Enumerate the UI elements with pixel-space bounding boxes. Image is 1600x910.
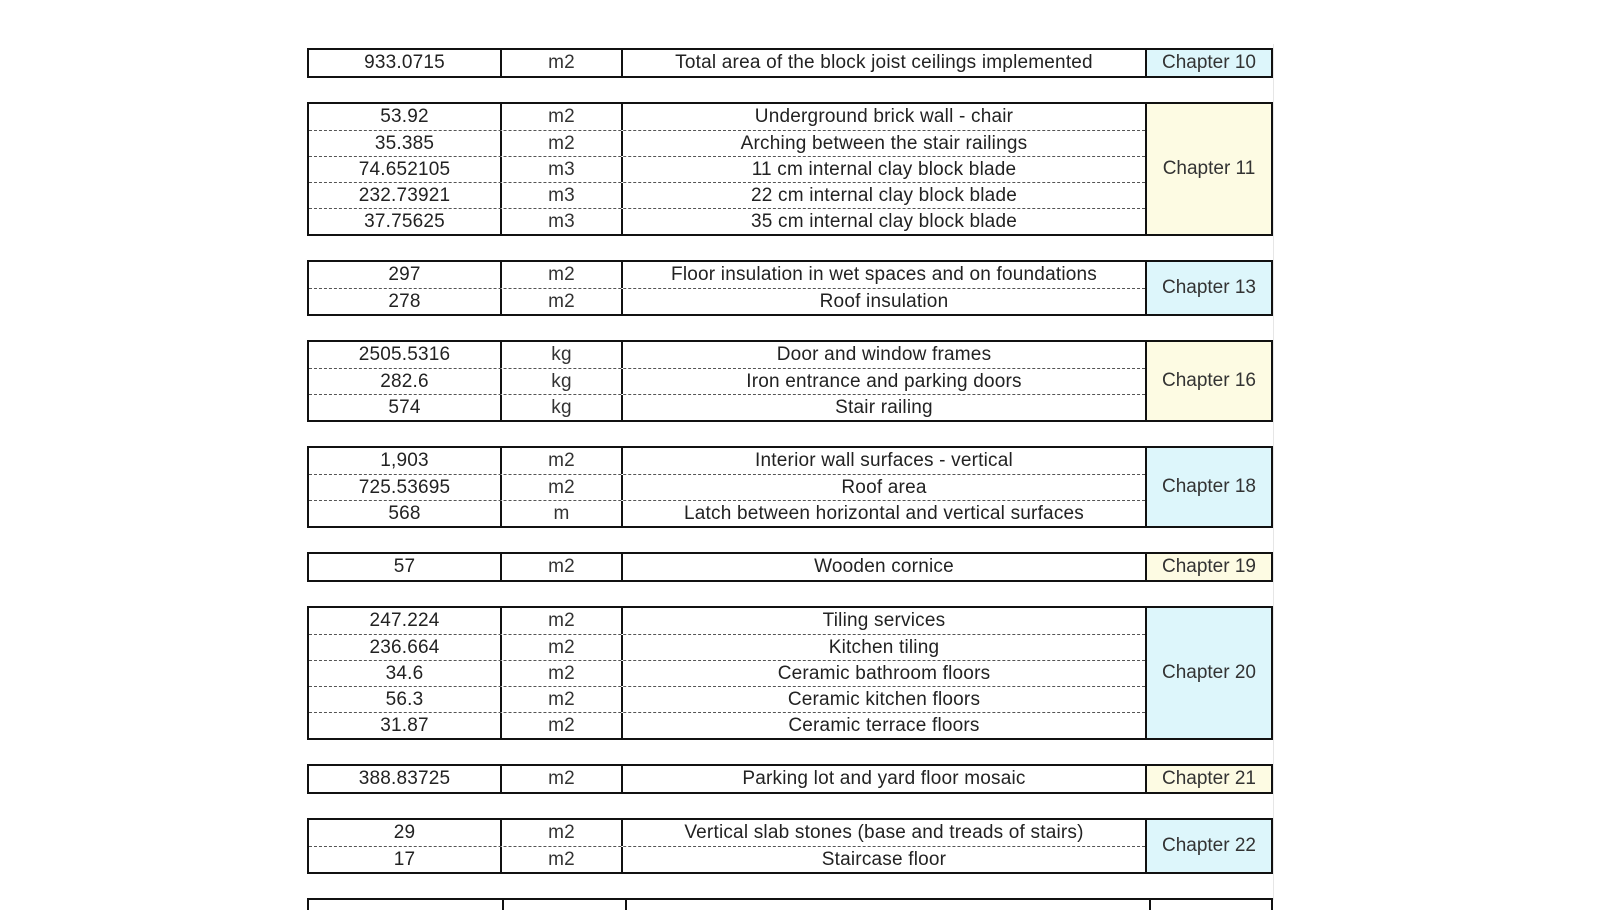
partial-value-cell [309, 900, 504, 910]
table-row [309, 288, 1145, 314]
table-row [309, 342, 1145, 368]
description-cell[interactable]: 35 cm internal clay block blade [750, 210, 1017, 232]
unit-cell[interactable]: m2 [502, 713, 623, 738]
value-cell[interactable]: 57 [309, 554, 502, 580]
chapter-group [307, 48, 1273, 78]
table-row [309, 104, 1145, 130]
description-cell[interactable]: Underground brick wall - chair [754, 106, 1014, 127]
value-cell[interactable]: 247.224 [309, 608, 502, 634]
value-cell[interactable]: 53.92 [309, 104, 502, 130]
table-row [309, 820, 1145, 846]
value-cell[interactable]: 29 [309, 820, 502, 846]
unit-cell[interactable]: m2 [502, 554, 623, 580]
description-cell[interactable]: Ceramic bathroom floors [777, 662, 991, 684]
unit-cell[interactable]: m2 [502, 50, 623, 76]
description-cell[interactable]: Iron entrance and parking doors [746, 370, 1022, 392]
chapter-group [307, 552, 1273, 582]
description-cell[interactable]: Arching between the stair railings [740, 132, 1028, 154]
table-row [309, 208, 1145, 234]
table-row [309, 712, 1145, 738]
table-row [309, 262, 1145, 288]
group-rows [309, 608, 1145, 738]
table-row [309, 608, 1145, 634]
table-row [309, 474, 1145, 500]
table-row [309, 500, 1145, 526]
unit-cell[interactable]: kg [502, 342, 623, 368]
unit-cell[interactable]: m2 [502, 766, 623, 792]
description-cell[interactable]: 22 cm internal clay block blade [750, 184, 1017, 206]
value-cell[interactable]: 725.53695 [309, 475, 502, 500]
description-cell[interactable]: Kitchen tiling [828, 636, 940, 658]
table-row [309, 448, 1145, 474]
description-cell[interactable]: Latch between horizontal and vertical surfaces [684, 502, 1084, 524]
table-row [309, 394, 1145, 420]
chapter-label[interactable]: Chapter 13 [1145, 262, 1271, 314]
unit-cell[interactable]: m2 [502, 104, 623, 130]
group-rows [309, 766, 1145, 792]
description-cell[interactable]: 11 cm internal clay block blade [751, 158, 1017, 180]
chapter-label[interactable]: Chapter 10 [1145, 50, 1271, 76]
description-cell[interactable]: Ceramic kitchen floors [787, 688, 981, 710]
table-row [309, 130, 1145, 156]
value-cell[interactable]: 31.87 [309, 713, 502, 738]
table-row [309, 660, 1145, 686]
group-rows [309, 554, 1145, 580]
unit-cell[interactable]: kg [502, 369, 623, 394]
table-row [309, 634, 1145, 660]
chapter-label[interactable]: Chapter 19 [1145, 554, 1271, 580]
chapter-label[interactable]: Chapter 18 [1145, 448, 1271, 526]
table-row [309, 156, 1145, 182]
unit-cell[interactable]: m2 [502, 635, 623, 660]
chapter-label[interactable]: Chapter 16 [1145, 342, 1271, 420]
unit-cell[interactable]: m2 [502, 475, 623, 500]
value-cell[interactable]: 282.6 [309, 369, 502, 394]
group-rows [309, 342, 1145, 420]
value-cell[interactable]: 278 [309, 289, 502, 314]
value-cell[interactable]: 568 [309, 501, 502, 526]
value-cell[interactable]: 933.0715 [309, 50, 502, 76]
unit-cell[interactable]: m2 [502, 847, 623, 872]
unit-cell[interactable]: m3 [502, 157, 623, 182]
group-rows [309, 50, 1145, 76]
group-rows [309, 820, 1145, 872]
quantities-table [307, 48, 1273, 910]
unit-cell[interactable]: m3 [502, 183, 623, 208]
unit-cell[interactable]: m2 [502, 448, 623, 474]
table-row [309, 846, 1145, 872]
table-row [309, 50, 1145, 76]
sheet-edge-line [1273, 44, 1274, 900]
chapter-group [307, 102, 1273, 236]
table-row [309, 686, 1145, 712]
value-cell[interactable]: 56.3 [309, 687, 502, 712]
unit-cell[interactable]: m2 [502, 820, 623, 846]
table-row [309, 182, 1145, 208]
unit-cell[interactable]: kg [502, 395, 623, 420]
table-row [309, 554, 1145, 580]
value-cell[interactable]: 297 [309, 262, 502, 288]
description-cell[interactable]: Ceramic terrace floors [788, 714, 980, 736]
chapter-group [307, 606, 1273, 740]
value-cell[interactable]: 1,903 [309, 448, 502, 474]
description-cell[interactable]: Parking lot and yard floor mosaic [742, 768, 1026, 789]
unit-cell[interactable]: m2 [502, 687, 623, 712]
table-row [309, 766, 1145, 792]
value-cell[interactable]: 37.75625 [309, 209, 502, 234]
chapter-group [307, 340, 1273, 422]
description-cell[interactable]: Interior wall surfaces - vertical [755, 450, 1013, 471]
value-cell[interactable]: 74.652105 [309, 157, 502, 182]
chapter-label[interactable]: Chapter 22 [1145, 820, 1271, 872]
description-cell[interactable]: Roof area [841, 476, 927, 498]
chapter-label[interactable]: Chapter 20 [1145, 608, 1271, 738]
description-cell[interactable]: Vertical slab stones (base and treads of stairs) [684, 822, 1084, 843]
unit-cell[interactable]: m3 [502, 209, 623, 234]
chapter-label[interactable]: Chapter 11 [1145, 104, 1271, 234]
unit-cell[interactable]: m2 [502, 262, 623, 288]
group-rows [309, 448, 1145, 526]
chapter-group [307, 764, 1273, 794]
table-row [309, 368, 1145, 394]
value-cell[interactable]: 236.664 [309, 635, 502, 660]
description-cell[interactable]: Stair railing [835, 396, 933, 418]
chapter-group [307, 446, 1273, 528]
unit-cell[interactable]: m2 [502, 661, 623, 686]
partial-desc-cell [627, 900, 1151, 910]
description-cell[interactable]: Total area of the block joist ceilings implemented [675, 52, 1093, 73]
unit-cell[interactable]: m2 [502, 131, 623, 156]
description-cell[interactable]: Wooden cornice [814, 556, 954, 577]
description-cell[interactable]: Door and window frames [776, 344, 992, 365]
description-cell[interactable]: Floor insulation in wet spaces and on foundations [671, 264, 1097, 285]
group-rows [309, 104, 1145, 234]
value-cell[interactable]: 388.83725 [309, 766, 502, 792]
unit-cell[interactable]: m2 [502, 289, 623, 314]
chapter-label[interactable]: Chapter 21 [1145, 766, 1271, 792]
description-cell[interactable]: Roof insulation [819, 290, 949, 312]
value-cell[interactable]: 34.6 [309, 661, 502, 686]
unit-cell[interactable]: m2 [502, 608, 623, 634]
description-cell[interactable]: Tiling services [822, 610, 946, 631]
value-cell[interactable]: 17 [309, 847, 502, 872]
value-cell[interactable]: 574 [309, 395, 502, 420]
chapter-group [307, 260, 1273, 316]
value-cell[interactable]: 232.73921 [309, 183, 502, 208]
value-cell[interactable]: 2505.5316 [309, 342, 502, 368]
chapter-group [307, 818, 1273, 874]
value-cell[interactable]: 35.385 [309, 131, 502, 156]
chapter-groups [307, 48, 1273, 874]
group-rows [309, 262, 1145, 314]
partial-unit-cell [504, 900, 627, 910]
unit-cell[interactable]: m [502, 501, 623, 526]
description-cell[interactable]: Staircase floor [821, 848, 947, 870]
